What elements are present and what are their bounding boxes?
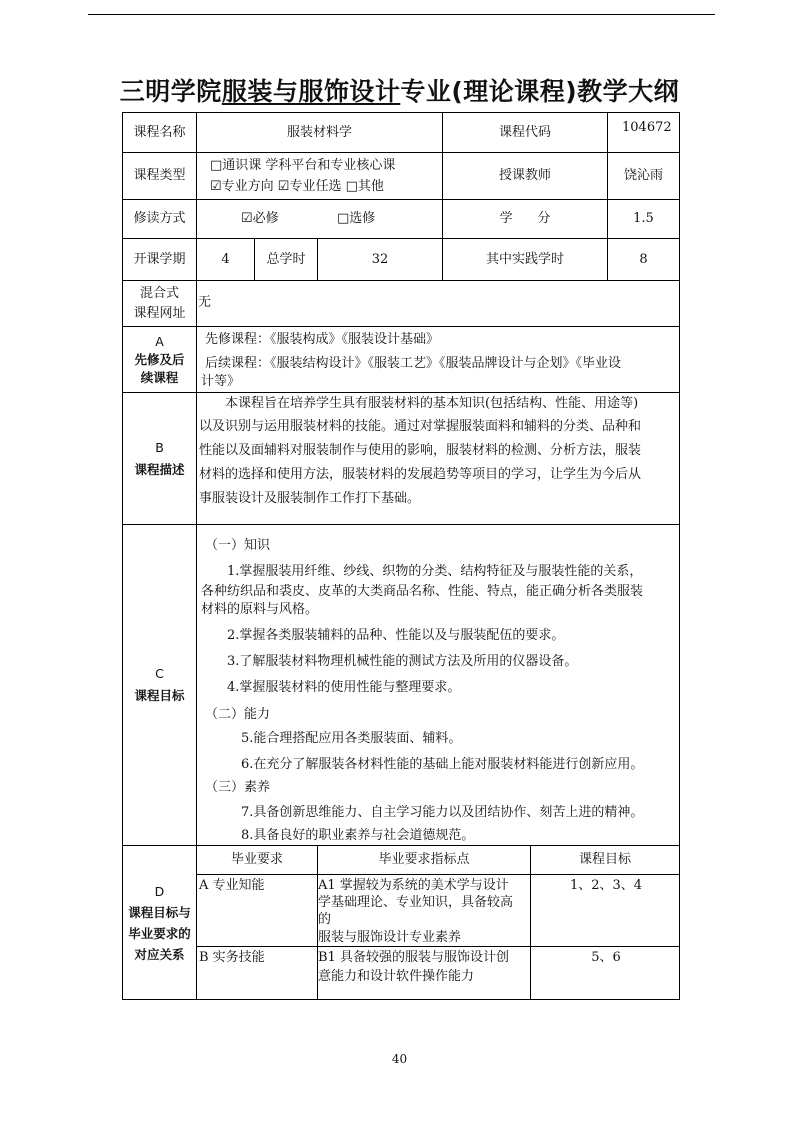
section-c-letter: C [155,666,164,681]
d-header-indicator [317,845,531,875]
total-hours-label-text: 总学时 [266,251,306,267]
d-row2-requirement [196,946,318,1000]
d-row1-indicator [317,874,531,947]
credit-label-text: 学 分 [499,211,551,226]
section-a-letter: A [155,333,164,349]
teacher-cell [607,152,680,200]
d-header-indicator-text: 毕业要求指标点 [378,852,470,867]
d-row1-requirement [196,874,318,947]
section-c-label-text: 课程目标 [134,688,185,703]
d-row1-indicator-line: 服装与服饰设计专业素养 [318,930,462,945]
d-row2-indicator-line: 意能力和设计软件操作能力 [318,969,475,984]
study-mode-cell [196,199,443,239]
document-title [0,72,799,108]
description-line: 事服装设计及服装制作工作打下基础。 [199,491,421,506]
title-major: 服装与服饰设计 [221,77,401,106]
course-name-value: 服装材料学 [286,124,352,140]
description-line: 以及识别与运用服装材料的技能。通过对掌握服装面料和辅料的分类、品种和 [199,419,642,434]
semester-label-text: 开课学期 [133,251,186,267]
practice-hours-cell [607,238,680,281]
page-number: 40 [391,1052,408,1066]
section-b-label-text: 课程描述 [134,461,185,477]
credit-cell [607,199,680,239]
d-row1-goal-text: 1、2、3、4 [569,878,643,893]
course-type-cell [196,152,443,200]
goal-7: 7.具备创新思维能力、自主学习能力以及团结协作、刻苦上进的精神。 [241,805,644,820]
semester-cell [196,238,255,281]
followup-courses-line-2: 计等》 [201,374,241,389]
hybrid-label-line-2: 课程网址 [133,305,186,321]
section-b-content [196,392,680,525]
goal-2: 2.掌握各类服装辅料的品种、性能以及与服装配伍的要求。 [227,628,565,643]
section-b-label [122,392,197,525]
section-c-label [122,524,197,846]
teacher-label [442,152,608,200]
practice-hours-label [442,238,608,281]
hybrid-url-value: 无 [198,295,212,310]
goal-1-line-2: 各种纺织品和裘皮、皮革的大类商品名称、性能、特点，能正确分析各类服装 [201,584,644,599]
ability-heading: （二）能力 [205,707,271,722]
d-row2-goal-text: 5、6 [591,950,621,965]
title-suffix: 专业(理论课程)教学大纲 [400,77,680,106]
hybrid-label-line-1: 混合式 [139,285,179,301]
goal-1-line-3: 材料的原料与风格。 [201,602,319,617]
teacher-label-text: 授课教师 [498,168,551,183]
required-checkbox: ☑必修 [241,211,279,226]
followup-courses-line-1: 后续课程：《服装结构设计》《服装工艺》《服装品牌设计与企划》《毕业设 [205,356,622,371]
description-line: 材料的选择和使用方法，服装材料的发展趋势等项目的学习，让学生为今后从 [199,467,642,482]
d-row1-indicator-line: 的 [318,912,332,927]
d-row1-requirement-text: A 专业知能 [199,878,265,893]
section-a-label-line-1: 先修及后 [134,351,185,367]
section-d-label-line-2: 毕业要求的 [128,925,191,941]
d-row1-indicator-line: 学基础理论、专业知识，具备较高 [318,895,514,910]
course-code-value: 104672 [622,120,672,135]
course-code-label-text: 课程代码 [498,124,551,140]
d-header-requirement-text: 毕业要求 [230,852,283,867]
goal-6: 6.在充分了解服装各材料性能的基础上能对服装材料能进行创新应用。 [241,757,644,772]
practice-hours-value: 8 [639,251,648,267]
elective-checkbox: □选修 [337,211,376,226]
section-d-label-line-1: 课程目标与 [128,904,191,920]
description-line: 本课程旨在培养学生具有服装材料的基本知识(包括结构、性能、用途等) [225,396,639,411]
d-header-goal-text: 课程目标 [578,852,631,867]
section-a-label [122,326,197,393]
total-hours-cell [317,238,443,281]
d-row1-goal [530,874,680,947]
goal-8: 8.具备良好的职业素养与社会道德规范。 [241,828,475,843]
course-code-cell [607,112,680,153]
hybrid-url-cell [196,280,680,327]
d-row2-requirement-text: B 实务技能 [199,950,265,965]
top-rule [88,14,715,15]
d-row2-indicator [317,946,531,1000]
section-a-content [196,326,680,393]
description-line: 性能以及面辅料对服装制作与使用的影响，服装材料的检测、分析方法，服装 [199,443,642,458]
course-code-label [442,112,608,153]
goal-4: 4.掌握服装材料的使用性能与整理要求。 [227,680,461,695]
section-b-letter: B [155,439,164,455]
section-d-label-line-3: 对应关系 [134,946,185,962]
section-d-letter: D [154,883,165,899]
d-header-goal [530,845,680,875]
section-d-label [122,845,197,1000]
title-school: 三明学院 [119,77,222,106]
goal-1-line-1: 1.掌握服装用纤维、纱线、织物的分类、结构特征及与服装性能的关系， [227,564,643,579]
semester-value: 4 [221,251,230,267]
d-header-requirement [196,845,318,875]
practice-hours-label-text: 其中实践学时 [485,251,564,267]
total-hours-label [254,238,318,281]
quality-heading: （三）素养 [205,780,271,795]
teacher-value: 饶沁雨 [623,168,663,183]
knowledge-heading: （一）知识 [205,538,271,553]
goal-3: 3.了解服装材料物理机械性能的测试方法及所用的仪器设备。 [227,654,578,669]
credit-value: 1.5 [633,211,654,226]
course-type-label-text: 课程类型 [133,168,186,183]
course-type-label [122,152,197,200]
goal-5: 5.能合理搭配应用各类服装面、辅料。 [241,731,462,746]
course-type-line-2: ☑专业方向 ☑专业任选 □其他 [210,179,384,194]
course-name-label [122,112,197,153]
hybrid-url-label [122,280,197,327]
course-name-label-text: 课程名称 [133,124,186,140]
semester-label [122,238,197,281]
d-row2-goal [530,946,680,1000]
study-mode-label [122,199,197,239]
total-hours-value: 32 [371,251,389,267]
course-name-cell [196,112,443,153]
credit-label [442,199,608,239]
study-mode-label-text: 修读方式 [133,211,186,226]
d-row2-indicator-line: B1 具备较强的服装与服饰设计创 [318,950,509,965]
prerequisite-courses: 先修课程：《服装构成》《服装设计基础》 [205,332,440,347]
d-row1-indicator-line: A1 掌握较为系统的美术学与设计 [318,878,509,893]
course-type-line-1: □通识课 学科平台和专业核心课 [210,158,396,173]
section-c-content [196,524,680,846]
section-a-label-line-2: 续课程 [140,369,179,385]
